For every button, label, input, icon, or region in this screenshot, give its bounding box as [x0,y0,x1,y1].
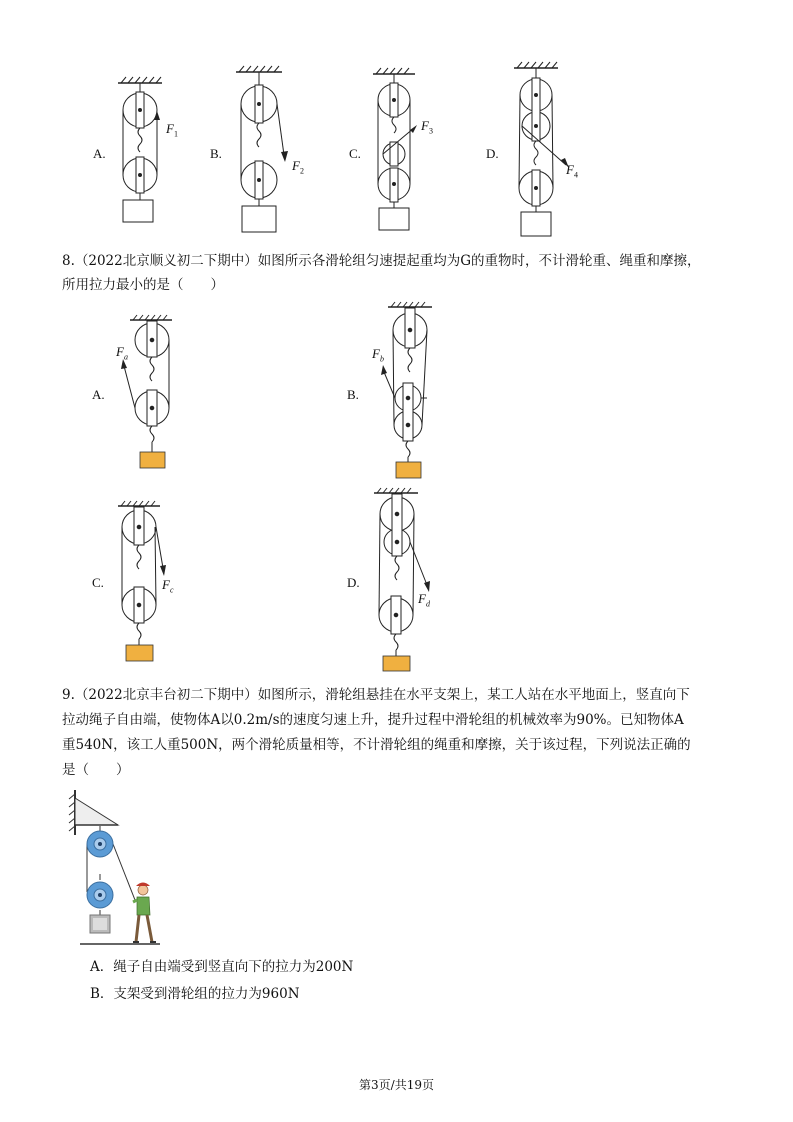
q9-choice-b [90,988,300,1002]
q7-force-f1: $F_1$ [166,121,178,139]
q9-choice-a [90,961,353,975]
page-footer: 第3页/共19页 [359,1078,434,1092]
q9-question-line3: 重540N，该工人重500N，两个滑轮质量相等，不计滑轮组的绳重和摩擦，关于该过程，下列说法正确的 [62,737,691,753]
q9-choice-b-letter: B． [90,986,114,1002]
q7-option-b-label: B. [210,146,222,161]
q9-choice-b-text: 支架受到滑轮组的拉力为960N [113,986,300,1002]
q9-question-line2: 拉动绳子自由端，使物体A以0.2m/s的速度匀速上升，提升过程中滑轮组的机械效率为90%。已知物体A [62,712,684,728]
q7-option-a-label: A. [93,146,106,161]
q9-question-line4: 是（ ） [62,762,130,778]
q7-option-d-label: D. [486,146,499,161]
q9-choice-a-letter: A． [90,959,114,975]
q8-question-line2: 所用拉力最小的是（ ） [62,277,224,293]
q7-force-f2: $F_2$ [292,158,304,176]
q8-option-a-label: A. [92,387,105,402]
q7-force-f3: $F_3$ [421,118,433,136]
q9-choice-a-text: 绳子自由端受到竖直向下的拉力为200N [113,959,354,975]
q8-option-b-label: B. [347,387,359,402]
q8-force-fb: $F_b$ [372,346,384,364]
q8-force-fd: $F_d$ [418,591,430,609]
q8-option-d-label: D. [347,575,360,590]
q9-question-line1: 9.（2022北京丰台初二下期中）如图所示，滑轮组悬挂在水平支架上，某工人站在水平地面上，竖直向下 [62,687,690,703]
q8-option-c-label: C. [92,575,104,590]
q7-force-f4: $F_4$ [566,162,578,180]
q8-force-fc: $F_c$ [162,577,174,595]
q7-option-c-label: C. [349,146,361,161]
q8-force-fa: $F_a$ [116,344,128,362]
q8-question-line1: 8.（2022北京顺义初二下期中）如图所示各滑轮组匀速提起重均为G的重物时，不计滑轮重、绳重和摩擦， [62,253,701,269]
